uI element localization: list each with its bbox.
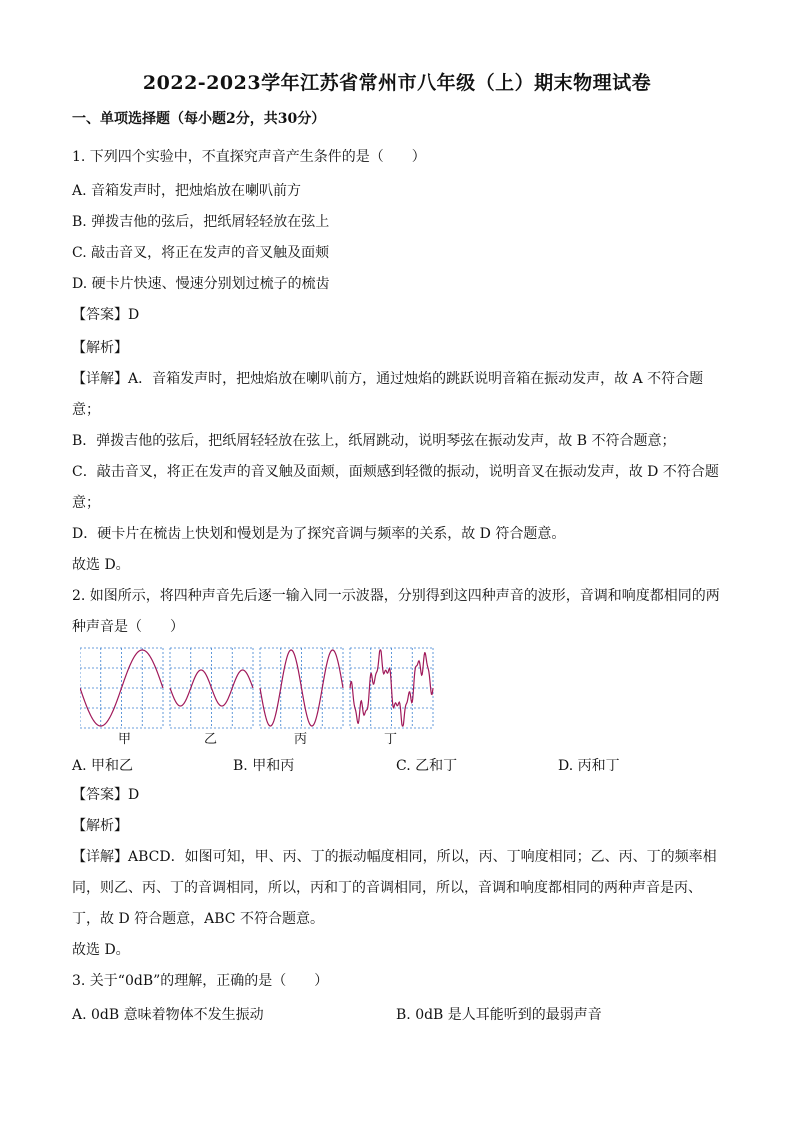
wave-label-jia: 甲 — [118, 732, 132, 747]
q1-detail-line: 意； — [72, 495, 100, 511]
q1-option-c: C. 敲击音叉，将正在发声的音叉触及面颊 — [72, 245, 330, 261]
q1-option-a: A. 音箱发声时，把烛焰放在喇叭前方 — [72, 183, 302, 199]
q2-answer: 【答案】D — [72, 787, 140, 803]
q2-option-a: A. 甲和乙 — [72, 758, 134, 774]
q1-detail-line: C．敲击音叉，将正在发声的音叉触及面颊，面颊感到轻微的振动，说明音叉在振动发声，故 D 不符合题 — [72, 464, 719, 480]
q3-option-b: B. 0dB 是人耳能听到的最弱声音 — [396, 1007, 602, 1023]
q1-detail-line: D．硬卡片在梳齿上快划和慢划是为了探究音调与频率的关系，故 D 符合题意。 — [72, 526, 566, 542]
waveform-panel-yi — [170, 648, 253, 728]
wave-label-ding: 丁 — [384, 732, 398, 747]
q2-option-d: D. 丙和丁 — [558, 758, 620, 774]
q1-detail-line: 意； — [72, 402, 100, 418]
q2-options-row — [72, 755, 732, 773]
oscilloscope-waveforms-figure — [80, 646, 436, 746]
q2-option-b: B. 甲和丙 — [233, 758, 295, 774]
q2-analysis-label: 【解析】 — [72, 818, 128, 834]
q2-stem-line2: 种声音是（ ） — [72, 619, 184, 635]
q2-stem-line1: 2. 如图所示，将四种声音先后逐一输入同一示波器，分别得到这四种声音的波形，音调和响度都相同的两 — [72, 588, 720, 604]
q2-detail-line: 【详解】ABCD．如图可知，甲、丙、丁的振动幅度相同，所以，丙、丁响度相同；乙、丙、丁的频率相 — [72, 849, 717, 865]
q3-options-row — [72, 1004, 732, 1022]
q2-detail-line: 丁，故 D 符合题意，ABC 不符合题意。 — [72, 911, 324, 927]
q1-conclusion: 故选 D。 — [72, 557, 130, 573]
wave-label-yi: 乙 — [204, 732, 218, 747]
waveform-panel-bing — [260, 648, 343, 728]
q1-detail-line: B．弹拨吉他的弦后，把纸屑轻轻放在弦上，纸屑跳动，说明琴弦在振动发声，故 B 不符合题意； — [72, 433, 676, 449]
q1-option-d: D. 硬卡片快速、慢速分别划过梳子的梳齿 — [72, 276, 330, 292]
q1-option-b: B. 弹拨吉他的弦后，把纸屑轻轻放在弦上 — [72, 214, 330, 230]
waveform-panel-jia — [80, 648, 163, 728]
q2-option-c: C. 乙和丁 — [396, 758, 458, 774]
q1-answer: 【答案】D — [72, 307, 140, 323]
q1-detail-line: 【详解】A．音箱发声时，把烛焰放在喇叭前方，通过烛焰的跳跃说明音箱在振动发声，故 A 不符合题 — [72, 371, 704, 387]
q2-detail-line: 同，则乙、丙、丁的音调相同，所以，丙和丁的音调相同，所以，音调和响度都相同的两种声音是丙、 — [72, 880, 702, 896]
section-heading: 一、单项选择题（每小题2分，共30分） — [72, 111, 326, 127]
q3-stem: 3. 关于“0dB”的理解，正确的是（ ） — [72, 973, 329, 989]
wave-label-bing: 丙 — [294, 732, 308, 747]
q2-conclusion: 故选 D。 — [72, 942, 130, 958]
waveform-panel-ding — [350, 648, 433, 728]
q3-option-a: A. 0dB 意味着物体不发生振动 — [72, 1007, 264, 1023]
q1-analysis-label: 【解析】 — [72, 340, 128, 356]
q1-stem: 1. 下列四个实验中，不直探究声音产生条件的是（ ） — [72, 149, 426, 165]
page-title: 2022-2023学年江苏省常州市八年级（上）期末物理试卷 — [142, 72, 652, 94]
